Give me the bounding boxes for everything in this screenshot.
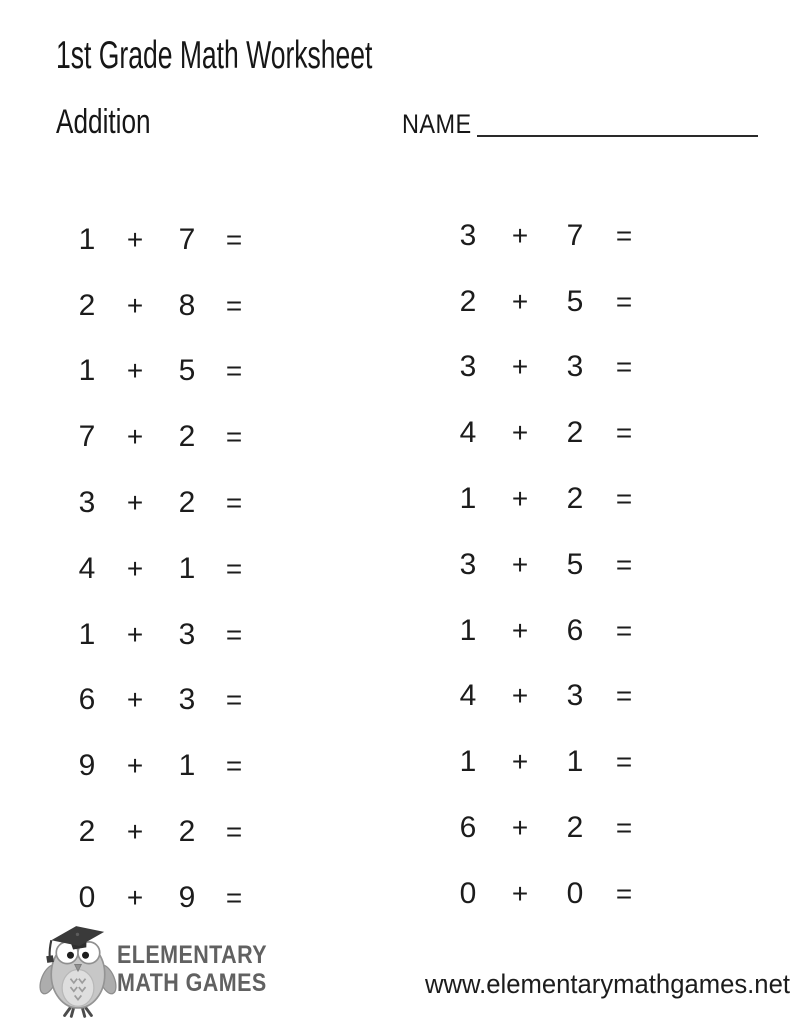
plus-sign: + <box>126 223 144 255</box>
addend-a: 3 <box>459 547 477 581</box>
logo-line-2: MATH GAMES <box>117 969 267 997</box>
equals-sign: = <box>615 417 633 449</box>
equals-sign: = <box>225 421 243 453</box>
addend-a: 1 <box>78 354 96 388</box>
equals-sign: = <box>615 680 633 712</box>
problem-row <box>444 598 646 664</box>
addend-b: 1 <box>566 745 584 779</box>
equals-sign: = <box>615 877 633 909</box>
problem-row <box>444 466 646 532</box>
plus-sign: + <box>511 877 529 909</box>
addend-b: 6 <box>566 613 584 647</box>
plus-sign: + <box>511 680 529 712</box>
problem-row <box>64 404 254 470</box>
plus-sign: + <box>126 552 144 584</box>
addend-b: 5 <box>178 354 196 388</box>
problem-row <box>64 733 254 799</box>
equals-sign: = <box>615 548 633 580</box>
addend-b: 0 <box>566 876 584 910</box>
addend-b: 5 <box>566 284 584 318</box>
plus-sign: + <box>511 812 529 844</box>
plus-sign: + <box>511 614 529 646</box>
addend-b: 7 <box>178 222 196 256</box>
problem-row <box>64 602 254 668</box>
plus-sign: + <box>126 750 144 782</box>
addend-a: 4 <box>459 679 477 713</box>
addend-a: 2 <box>78 815 96 849</box>
plus-sign: + <box>511 417 529 449</box>
plus-sign: + <box>511 285 529 317</box>
plus-sign: + <box>126 487 144 519</box>
addend-b: 5 <box>566 547 584 581</box>
equals-sign: = <box>225 552 243 584</box>
addend-b: 7 <box>566 218 584 252</box>
addend-a: 1 <box>459 482 477 516</box>
plus-sign: + <box>126 816 144 848</box>
addend-b: 8 <box>178 288 196 322</box>
problem-row <box>64 799 254 865</box>
equals-sign: = <box>225 223 243 255</box>
equals-sign: = <box>225 881 243 913</box>
addend-b: 1 <box>178 551 196 585</box>
addend-a: 9 <box>78 749 96 783</box>
problem-row <box>444 861 646 927</box>
addend-b: 2 <box>178 420 196 454</box>
problem-row <box>444 400 646 466</box>
equals-sign: = <box>225 289 243 321</box>
addend-a: 0 <box>78 880 96 914</box>
addend-a: 1 <box>459 613 477 647</box>
equals-sign: = <box>225 684 243 716</box>
addend-b: 1 <box>178 749 196 783</box>
plus-sign: + <box>511 219 529 251</box>
logo-line-1: ELEMENTARY <box>117 941 268 969</box>
equals-sign: = <box>225 487 243 519</box>
addend-a: 2 <box>78 288 96 322</box>
worksheet-topic: Addition <box>56 103 151 141</box>
addend-a: 6 <box>459 811 477 845</box>
addend-b: 2 <box>178 815 196 849</box>
addend-a: 0 <box>459 876 477 910</box>
problem-row <box>444 729 646 795</box>
addend-a: 4 <box>459 416 477 450</box>
problems-column-right <box>444 203 646 927</box>
name-label: NAME <box>402 109 472 139</box>
addend-b: 3 <box>178 683 196 717</box>
problem-row <box>444 269 646 335</box>
equals-sign: = <box>225 618 243 650</box>
addend-b: 3 <box>178 617 196 651</box>
equals-sign: = <box>615 746 633 778</box>
plus-sign: + <box>126 289 144 321</box>
addend-a: 3 <box>78 486 96 520</box>
addend-b: 2 <box>566 416 584 450</box>
addend-a: 1 <box>78 617 96 651</box>
problem-row <box>64 536 254 602</box>
equals-sign: = <box>225 355 243 387</box>
plus-sign: + <box>511 351 529 383</box>
logo-wordmark <box>117 941 267 997</box>
plus-sign: + <box>126 684 144 716</box>
plus-sign: + <box>126 355 144 387</box>
equals-sign: = <box>615 483 633 515</box>
equals-sign: = <box>615 614 633 646</box>
problem-row <box>64 273 254 339</box>
plus-sign: + <box>126 421 144 453</box>
equals-sign: = <box>615 812 633 844</box>
addend-a: 2 <box>459 284 477 318</box>
problem-row <box>64 865 254 931</box>
equals-sign: = <box>615 219 633 251</box>
plus-sign: + <box>511 483 529 515</box>
equals-sign: = <box>615 285 633 317</box>
addend-a: 7 <box>78 420 96 454</box>
problem-row <box>64 207 254 273</box>
problem-row <box>444 795 646 861</box>
plus-sign: + <box>126 881 144 913</box>
problem-row <box>444 335 646 401</box>
addend-a: 3 <box>459 350 477 384</box>
page-title: 1st Grade Math Worksheet <box>56 34 373 77</box>
problem-row <box>64 668 254 734</box>
name-blank-line[interactable] <box>477 135 758 137</box>
problem-row <box>444 203 646 269</box>
addend-a: 1 <box>459 745 477 779</box>
problem-row <box>64 339 254 405</box>
plus-sign: + <box>511 548 529 580</box>
addend-b: 9 <box>178 880 196 914</box>
addend-b: 3 <box>566 350 584 384</box>
equals-sign: = <box>225 750 243 782</box>
addend-b: 2 <box>178 486 196 520</box>
addend-a: 6 <box>78 683 96 717</box>
problems-column-left <box>64 207 254 931</box>
addend-a: 1 <box>78 222 96 256</box>
problem-row <box>64 470 254 536</box>
addend-b: 3 <box>566 679 584 713</box>
equals-sign: = <box>225 816 243 848</box>
addend-b: 2 <box>566 811 584 845</box>
addend-a: 4 <box>78 551 96 585</box>
plus-sign: + <box>511 746 529 778</box>
addend-a: 3 <box>459 218 477 252</box>
website-url: www.elementarymathgames.net <box>425 969 790 999</box>
addend-b: 2 <box>566 482 584 516</box>
problem-row <box>444 664 646 730</box>
owl-graduate-icon <box>36 926 120 1018</box>
problem-row <box>444 532 646 598</box>
plus-sign: + <box>126 618 144 650</box>
equals-sign: = <box>615 351 633 383</box>
